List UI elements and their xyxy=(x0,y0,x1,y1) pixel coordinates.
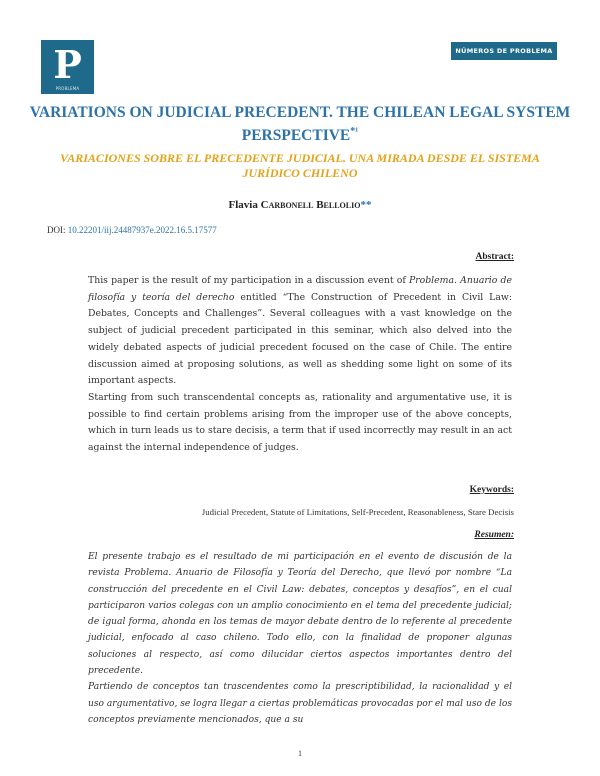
journal-logo xyxy=(41,40,94,94)
resumen-heading: Resumen: xyxy=(474,530,514,540)
author-last-name: Carbonell Bellolio xyxy=(260,199,361,211)
author-line xyxy=(0,199,600,211)
title-text: VARIATIONS ON JUDICIAL PRECEDENT. THE CHILEAN LEGAL SYSTEM PERSPECTIVE xyxy=(29,104,571,145)
paper-subtitle: VARIACIONES SOBRE EL PRECEDENTE JUDICIAL. UNA MIRADA DESDE EL SISTEMA JURÍDICO CHILENO xyxy=(60,151,540,180)
title-footnote-mark[interactable]: *¹ xyxy=(350,126,359,137)
abstract-paragraph-1 xyxy=(88,273,512,390)
logo-caption: PROBLEMA xyxy=(55,86,80,91)
abstract-body xyxy=(88,273,512,457)
keywords-heading: Keywords: xyxy=(469,485,514,495)
abstract-text: entitled “The Construction of Precedent in Civil Law: Debates, Concepts and Challenges”. Several colleagues with a vast knowledge on the subject of judicial precedent participated in this seminar, which also delved into the widely debated aspects of judicial precedent focused on the case of Chile. The entire discussion aimed at proposing solutions, as well as shedding some light on some of its important aspects. xyxy=(88,291,512,387)
resumen-paragraph-1: El presente trabajo es el resultado de mi participación en el evento de discusión de la revista Problema. Anuario de Filosofía y Teoría del Derecho, que llevó por nombre “La construcción del precedente en el Civil Law: debates, conceptos y desafíos”, en el cual participaron varios colegas con un amplio conocimiento en el tema del precedente judicial; de igual forma, ahonda en los temas de mayor debate dentro de lo referente al precedente judicial, enfocado al caso chileno. Todo ello, con la finalidad de proponer algunas soluciones al respecto, así como dilucidar ciertos aspectos importantes dentro del precedente. xyxy=(88,552,512,677)
section-badge: NÚMEROS DE PROBLEMA xyxy=(451,42,557,60)
logo-letter: P xyxy=(53,42,82,87)
doi-label: DOI: xyxy=(47,225,66,235)
abstract-journal-name: Problema. Anuario de filosofía y teoría del derecho xyxy=(88,275,512,303)
resumen-body xyxy=(88,549,512,728)
resumen-paragraph-2: Partiendo de conceptos tan trascendentes como la prescriptibilidad, la racionalidad y el uso argumentativo, se logra llegar a ciertas problemáticas provocadas por el mal uso de los conceptos previamente mencionados, que a su xyxy=(88,682,512,725)
abstract-paragraph-2: Starting from such transcendental concepts as, rationality and argumentative use, it is possible to find certain problems arising from the improper use of the above concepts, which in turn leads us to stare decisis, a term that if used incorrectly may result in an act against the internal independence of judges. xyxy=(88,391,512,454)
page-number: 1 xyxy=(298,749,302,758)
abstract-heading: Abstract: xyxy=(475,252,514,262)
keywords-text: Judicial Precedent, Statute of Limitations, Self-Precedent, Reasonableness, Stare Decisis xyxy=(201,507,514,517)
doi-link[interactable]: 10.22201/iij.24487937e.2022.16.5.17577 xyxy=(67,225,217,235)
doi-line xyxy=(47,225,217,235)
abstract-text: This paper is the result of my participation in a discussion event of xyxy=(88,275,409,286)
author-first-name: Flavia xyxy=(228,199,258,211)
paper-title xyxy=(20,103,580,145)
author-footnote-mark[interactable]: ** xyxy=(360,199,372,211)
